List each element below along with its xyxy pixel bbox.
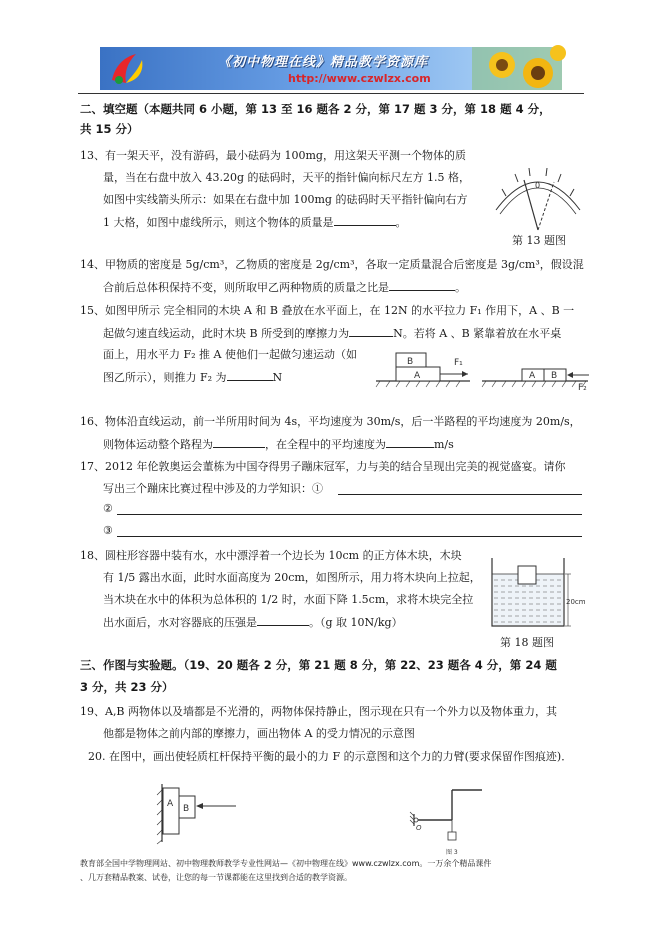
q18-container-figure <box>488 552 586 632</box>
q15-fig-label-A: A <box>414 371 421 381</box>
q17-mark-3: ③ <box>103 524 113 537</box>
q16-line-2 <box>103 437 454 452</box>
q14-line-2-text: 合前后总体积保持不变，则所取甲乙两种物质的质量之比是 <box>103 281 389 294</box>
q13-figure-label: 第 13 题图 <box>512 234 566 247</box>
q18-line-1: 18、圆柱形容器中装有水，水中漂浮着一个边长为 10cm 的正方体木块，木块 <box>80 549 462 562</box>
q17-answer-line-1[interactable] <box>338 494 582 495</box>
q16-line-2b: ，在全程中的平均速度为 <box>265 438 386 451</box>
q15-blocks-figure <box>374 343 594 393</box>
q13-scale-zero-label: 0 <box>535 181 541 190</box>
q15-line-4 <box>103 370 282 385</box>
banner-url[interactable]: http://www.czwlzx.com <box>288 72 431 85</box>
q17-mark-2: ② <box>103 502 113 515</box>
banner-title: 《初中物理在线》精品教学资源库 <box>218 55 429 70</box>
q17-line-2: 写出三个蹦床比赛过程中涉及的力学知识：① <box>103 482 323 495</box>
section2-heading: 二、填空题（本题共同 6 小题，第 13 至 16 题各 2 分，第 17 题 3 分，第 18 题 4 分， <box>80 102 551 116</box>
q16-line-1: 16、物体沿直线运动，前一半所用时间为 4s，平均速度为 30m/s，后一半路程的平均速度为 20m/s， <box>80 415 581 428</box>
q15-line-2a: 起做匀速直线运动，此时木块 B 所受到的摩擦力为 <box>103 327 350 340</box>
q20-fig-caption: 图 3 <box>446 849 458 856</box>
sunflower-icon <box>472 47 562 90</box>
q18-figure-label: 第 18 题图 <box>500 636 554 649</box>
q13-line-4-end: 。 <box>395 216 407 229</box>
q16-line-2c: m/s <box>434 438 454 451</box>
header-banner <box>100 47 562 90</box>
q14-line-2 <box>103 280 466 295</box>
q13-line-1: 13、有一架天平，没有游码，最小砝码为 100mg，用这架天平测一个物体的质 <box>80 149 466 162</box>
q17-answer-line-3[interactable] <box>117 536 582 537</box>
q20-line-1: 20. 在图中，画出使轻质杠杆保持平衡的最小的力 F 的示意图和这个力的力臂(要求保留作图痕迹)． <box>88 750 573 763</box>
q15-line-3: 面上，用水平力 F₂ 推 A 使他们一起做匀速运动（如 <box>103 348 357 361</box>
q16-distance-blank[interactable] <box>213 437 265 448</box>
q18-line-4 <box>103 615 403 630</box>
section3-heading: 三、作图与实验题。（19、20 题各 2 分，第 21 题 8 分，第 22、23 题各 4 分，第 24 题 <box>80 658 557 672</box>
q14-line-1: 14、甲物质的密度是 5g/cm³，乙物质的密度是 2g/cm³，各取一定质量混合后密度是 3g/cm³，假设混 <box>80 258 584 271</box>
q15-force-blank[interactable] <box>227 370 273 381</box>
q18-line-4b: 。（g 取 10N/kg） <box>309 616 403 629</box>
q19-fig-label-B: B <box>183 804 190 814</box>
q14-answer-blank[interactable] <box>389 280 455 291</box>
q15-fig-label-A2: A <box>529 371 536 381</box>
q13-line-3: 如图中实线箭头所示：如果在右盘中加 100mg 的砝码时天平指针偏向右方 <box>103 193 468 206</box>
q13-line-4 <box>103 215 407 230</box>
q19-line-2: 他都是物体之前内部的摩擦力，画出物体 A 的受力情况的示意图 <box>103 727 415 740</box>
header-rule <box>78 93 584 94</box>
q16-speed-blank[interactable] <box>386 437 434 448</box>
section2-heading-cont: 共 15 分） <box>80 122 139 136</box>
q15-fig-label-B: B <box>407 357 414 367</box>
q17-line-1: 17、2012 年伦敦奥运会董栋为中国夺得男子蹦床冠军，力与美的结合呈现出完美的视觉盛宴。请你 <box>80 460 566 473</box>
q13-line-2: 量，当在右盘中放入 43.20g 的砝码时，天平的指针偏向标尺左方 1.5 格， <box>103 171 471 184</box>
section3-heading-cont: 3 分，共 23 分） <box>80 680 174 694</box>
q15-line-2b: N。若将 A 、B 紧靠着放在水平桌 <box>393 327 562 340</box>
q15-line-4b: N <box>272 371 283 384</box>
q18-line-3: 当木块在水中的体积为总体积的 1/2 时，水面下降 1.5cm，求将木块完全拉 <box>103 593 474 606</box>
q18-pressure-blank[interactable] <box>257 615 309 626</box>
q20-lever-figure <box>410 778 520 860</box>
q18-line-2: 有 1/5 露出水面，此时水面高度为 20cm，如图所示，用力将木块向上拉起， <box>103 571 481 584</box>
q13-line-4-text: 1 大格，如图中虚线所示，则这个物体的质量是 <box>103 216 334 229</box>
q15-line-4a: 图乙所示），则推力 F₂ 为 <box>103 371 227 384</box>
site-logo-icon <box>106 50 146 87</box>
footer-line-2: 、几万套精品教案、试卷，让您的每一节课都能在这里找到合适的教学资源。 <box>80 873 352 882</box>
q19-blocks-wall-figure <box>156 782 240 844</box>
q15-friction-blank[interactable] <box>349 326 393 337</box>
q19-line-1: 19、A,B 两物体以及墙都是不光滑的，两物体保持静止，图示现在只有一个外力以及物体重力，其 <box>80 705 558 718</box>
q18-line-4a: 出水面后，水对容器底的压强是 <box>103 616 257 629</box>
q16-line-2a: 则物体运动整个路程为 <box>103 438 213 451</box>
q13-balance-scale-figure <box>488 152 588 232</box>
q15-line-2 <box>103 326 561 341</box>
q15-line-1: 15、如图甲所示 完全相同的木块 A 和 B 叠放在水平面上，在 12N 的水平拉力 F₁ 作用下，A 、B 一 <box>80 304 575 317</box>
q15-fig-label-F2: F₂ <box>578 383 587 393</box>
q14-line-2-end: 。 <box>455 281 466 294</box>
q15-fig-label-F1: F₁ <box>454 358 463 368</box>
q20-fig-label-O: O <box>416 824 422 832</box>
footer-line-1: 教育部全国中学物理网站、初中物理教师教学专业性网站—《初中物理在线》www.czwlzx.com。一万余个精品课件 <box>80 859 492 868</box>
q17-answer-line-2[interactable] <box>117 514 582 515</box>
q19-fig-label-A: A <box>167 799 174 809</box>
q18-height-label: 20cm <box>566 598 586 606</box>
q15-fig-label-B2: B <box>551 371 558 381</box>
q13-answer-blank[interactable] <box>334 215 396 226</box>
